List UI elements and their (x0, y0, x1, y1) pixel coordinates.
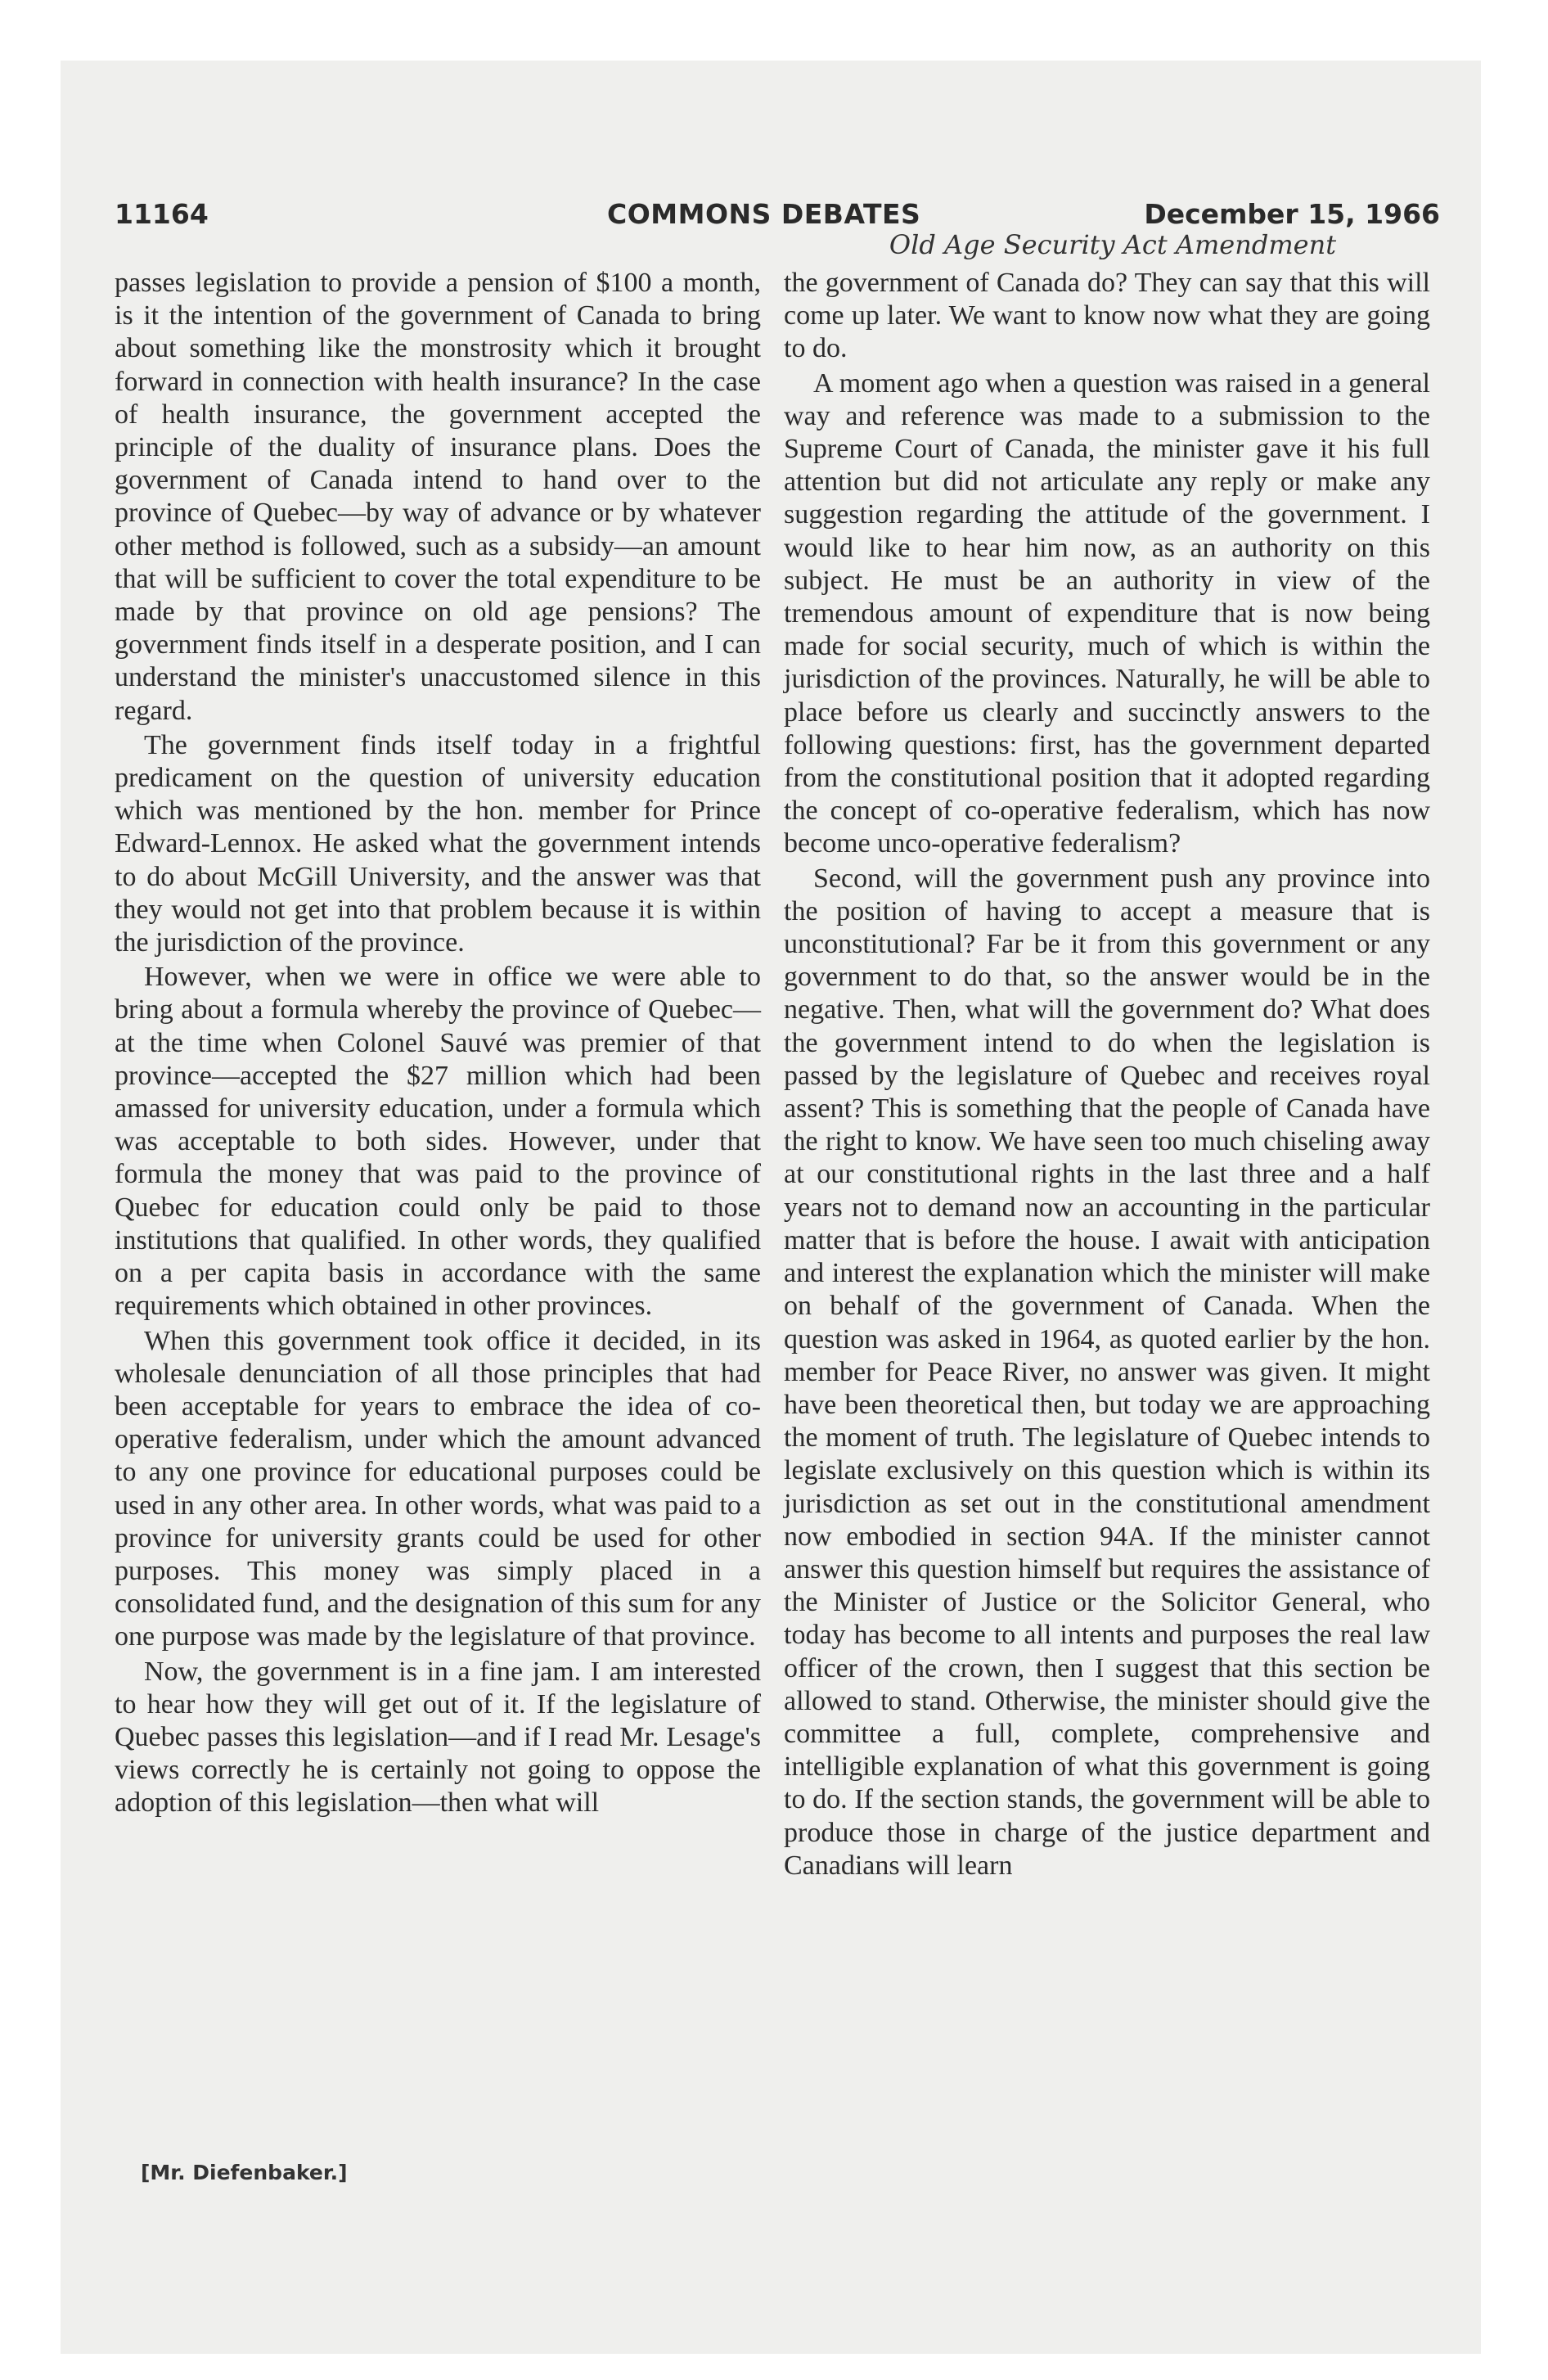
paragraph: the government of Canada do? They can say that this will come up later. We want to know now what they are going to do. (784, 268, 1430, 364)
paragraph: Now, the government is in a fine jam. I am interested to hear how they will get out of it. If the legislature of Quebec passes this legislation—and if I read Mr. Lesage's views correctly he is certainly not going to oppose the adoption of this legislation—then what will (115, 1656, 761, 1819)
publication-title: COMMONS DEBATES (607, 198, 921, 230)
left-column (115, 267, 761, 1820)
section-subheading: Old Age Security Act Amendment (889, 229, 1337, 260)
page-date: December 15, 1966 (1144, 198, 1440, 230)
right-column (784, 267, 1430, 1882)
page-number: 11164 (115, 198, 209, 230)
paragraph: The government finds itself today in a frightful predicament on the question of university education which was mentioned by the hon. member for Prince Edward-Lennox. He asked what the government intends to do about McGill University, and the answer was that they would not get into that problem because it is within the jurisdiction of the province. (115, 729, 761, 958)
paragraph: When this government took office it decided, in its wholesale denunciation of all those principles that had been acceptable for years to embrace the idea of co-operative federalism, under which the amount advanced to any one province for educational purposes could be used in any other area. In other words, what was paid to a province for university grants could be used for other purposes. This money was simply placed in a consolidated fund, and the designation of this sum for any one purpose was made by the legislature of that province. (115, 1325, 761, 1652)
paragraph: A moment ago when a question was raised in a general way and reference was made to a submission to the Supreme Court of Canada, the minister gave it his full attention but did not articulate any reply or make any suggestion regarding the attitude of the government. I would like to hear him now, as an authority on this subject. He must be an authority in view of the tremendous amount of expenditure that is now being made for social security, much of which is within the jurisdiction of the provinces. Naturally, he will be able to place before us clearly and succinctly answers to the following questions: first, has the government departed from the constitutional position that it adopted regarding the concept of co-operative federalism, which has now become unco-operative federalism? (784, 367, 1430, 859)
paragraph: Second, will the government push any province into the position of having to accept a measure that is unconstitutional? Far be it from this government or any government to do that, so the answer would be in the negative. Then, what will the government do? What does the government intend to do when the legislation is passed by the legislature of Quebec and receives royal assent? This is something that the people of Canada have the right to know. We have seen too much chiseling away at our constitutional rights in the last three and a half years not to demand now an accounting in the particular matter that is before the house. I await with anticipation and interest the explanation which the minister will make on behalf of the government of Canada. When the question was asked in 1964, as quoted earlier by the hon. member for Peace River, no answer was given. It might have been theoretical then, but today we are approaching the moment of truth. The legislature of Quebec intends to legislate exclusively on this question which is within its jurisdiction as set out in the constitutional amendment now embodied in section 94A. If the minister cannot answer this question himself but requires the assistance of the Minister of Justice or the Solicitor General, who today has become to all intents and purposes the real law officer of the crown, then I suggest that this section be allowed to stand. Otherwise, the minister should give the committee a full, complete, comprehensive and intelligible explanation of what this government is going to do. If the section stands, the government will be able to produce those in charge of the justice department and Canadians will learn (784, 863, 1430, 1881)
paragraph: passes legislation to provide a pension of $100 a month, is it the intention of the government of Canada to bring about something like the monstrosity which it brought forward in connection with health insurance? In the case of health insurance, the government accepted the principle of the duality of insurance plans. Does the government of Canada intend to hand over to the province of Quebec—by way of advance or by whatever other method is followed, such as a subsidy—an amount that will be sufficient to cover the total expenditure to be made by that province on old age pensions? The government finds itself in a desperate position, and I can understand the minister's unaccustomed silence in this regard. (115, 268, 761, 726)
speaker-attribution: [Mr. Diefenbaker.] (141, 2161, 348, 2184)
paragraph: However, when we were in office we were able to bring about a formula whereby the province of Quebec—at the time when Colonel Sauvé was premier of that province—accepted the $27 million which had been amassed for university education, under a formula which was acceptable to both sides. However, under that formula the money that was paid to the province of Quebec for education could only be paid to those institutions that qualified. In other words, they qualified on a per capita basis in accordance with the same requirements which obtained in other provinces. (115, 962, 761, 1322)
